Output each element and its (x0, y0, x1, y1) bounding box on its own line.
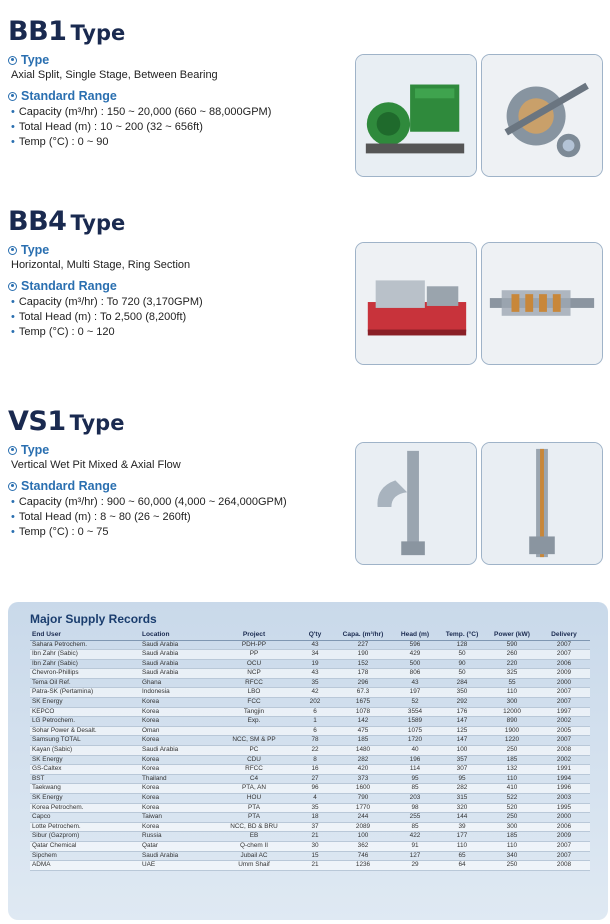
cell-capacity: 152 (334, 659, 392, 669)
section-title-sub: Type (70, 211, 126, 235)
cell-head: 596 (392, 640, 438, 650)
cell-capacity: 190 (334, 650, 392, 660)
cell-location: Saudi Arabia (140, 650, 212, 660)
cell-delivery: 2002 (538, 755, 590, 765)
cell-power: 220 (486, 659, 538, 669)
cell-qty: 34 (296, 650, 334, 660)
temp-spec: • Temp (°C) : 0 ~ 90 (11, 136, 608, 148)
range-heading-label: Standard Range (21, 89, 117, 103)
col-capacity: Capa. (m³/hr) (334, 630, 392, 640)
cell-head: 127 (392, 851, 438, 861)
section-title-main: BB4 (8, 206, 67, 237)
bb4-cutaway-photo (481, 242, 603, 365)
cell-delivery: 2007 (538, 650, 590, 660)
cell-head: 1589 (392, 717, 438, 727)
section-title-main: BB1 (8, 16, 67, 47)
type-heading-label: Type (21, 443, 50, 457)
bb4-pump-photo (355, 242, 477, 365)
cell-project: RFCC (212, 678, 296, 688)
cell-head: 806 (392, 669, 438, 679)
bullet-circle-icon (8, 56, 17, 65)
cell-delivery: 1994 (538, 774, 590, 784)
cell-location: Ghana (140, 678, 212, 688)
cell-capacity: 746 (334, 851, 392, 861)
cell-capacity: 790 (334, 794, 392, 804)
range-heading-label: Standard Range (21, 479, 117, 493)
cell-head: 500 (392, 659, 438, 669)
cell-head: 95 (392, 774, 438, 784)
capacity-spec: • Capacity (m³/hr) : To 720 (3,170GPM) (11, 296, 608, 308)
cell-temp: 177 (438, 832, 486, 842)
temp-spec: • Temp (°C) : 0 ~ 120 (11, 326, 608, 338)
cell-project: PC (212, 746, 296, 756)
cell-capacity: 142 (334, 717, 392, 727)
cell-temp: 320 (438, 803, 486, 813)
cell-end-user: Patra-SK (Pertamina) (30, 688, 140, 698)
vs1-pump-photo (355, 442, 477, 565)
cell-location: Korea (140, 784, 212, 794)
cell-head: 1075 (392, 726, 438, 736)
cell-qty: 1 (296, 717, 334, 727)
cell-head: 429 (392, 650, 438, 660)
cell-end-user: Taekwang (30, 784, 140, 794)
cell-end-user: LG Petrochem. (30, 717, 140, 727)
cell-end-user: Chevron-Phillips (30, 669, 140, 679)
cell-head: 29 (392, 861, 438, 871)
cell-delivery: 2003 (538, 794, 590, 804)
table-row (30, 803, 590, 813)
cell-power: 300 (486, 822, 538, 832)
cell-head: 85 (392, 822, 438, 832)
cell-head: 85 (392, 784, 438, 794)
major-supply-records (8, 602, 608, 920)
cell-capacity: 475 (334, 726, 392, 736)
cell-qty: 43 (296, 640, 334, 650)
cell-delivery: 2008 (538, 746, 590, 756)
cell-project: LBO (212, 688, 296, 698)
cell-project: CDU (212, 755, 296, 765)
cell-project: PP (212, 650, 296, 660)
cell-capacity: 244 (334, 813, 392, 823)
cell-temp: 176 (438, 707, 486, 717)
cell-temp: 128 (438, 640, 486, 650)
range-heading-label: Standard Range (21, 279, 117, 293)
cell-temp: 147 (438, 736, 486, 746)
cell-location: Taiwan (140, 813, 212, 823)
cell-delivery: 2007 (538, 698, 590, 708)
bullet-circle-icon (8, 482, 17, 491)
cell-delivery: 1995 (538, 803, 590, 813)
cell-qty: 37 (296, 822, 334, 832)
table-row (30, 851, 590, 861)
cell-location: Korea (140, 755, 212, 765)
bb1-pump-photo (355, 54, 477, 177)
cell-qty: 202 (296, 698, 334, 708)
cell-power: 110 (486, 841, 538, 851)
cell-project: Tangjin (212, 707, 296, 717)
type-heading-label: Type (21, 53, 50, 67)
head-spec: • Total Head (m) : 10 ~ 200 (32 ~ 656ft) (11, 121, 608, 133)
cell-temp: 147 (438, 717, 486, 727)
cell-power: 185 (486, 832, 538, 842)
table-row (30, 755, 590, 765)
cell-temp: 50 (438, 650, 486, 660)
cell-power: 520 (486, 803, 538, 813)
cell-temp: 100 (438, 746, 486, 756)
cell-capacity: 1078 (334, 707, 392, 717)
table-row (30, 746, 590, 756)
cell-delivery: 1991 (538, 765, 590, 775)
cell-head: 52 (392, 698, 438, 708)
cell-project: Umm Shaif (212, 861, 296, 871)
cell-delivery: 2009 (538, 669, 590, 679)
cell-power: 55 (486, 678, 538, 688)
cell-power: 12000 (486, 707, 538, 717)
table-row (30, 841, 590, 851)
table-row (30, 784, 590, 794)
cell-head: 255 (392, 813, 438, 823)
table-row (30, 813, 590, 823)
section-title-sub: Type (70, 21, 126, 45)
cell-qty: 27 (296, 774, 334, 784)
cell-end-user: Ibn Zahr (Sabic) (30, 659, 140, 669)
cell-temp: 65 (438, 851, 486, 861)
section-title (8, 18, 608, 45)
cell-delivery: 1997 (538, 707, 590, 717)
cell-location: UAE (140, 861, 212, 871)
col-power: Power (kW) (486, 630, 538, 640)
cell-head: 98 (392, 803, 438, 813)
cell-project: PTA (212, 813, 296, 823)
table-row (30, 707, 590, 717)
cell-end-user: Sohar Power & Desalt. (30, 726, 140, 736)
cell-power: 890 (486, 717, 538, 727)
cell-capacity: 362 (334, 841, 392, 851)
cell-power: 340 (486, 851, 538, 861)
temp-spec: • Temp (°C) : 0 ~ 75 (11, 526, 608, 538)
bullet-circle-icon (8, 282, 17, 291)
cell-qty: 43 (296, 669, 334, 679)
cell-location: Korea (140, 765, 212, 775)
cell-capacity: 1770 (334, 803, 392, 813)
cell-location: Korea (140, 707, 212, 717)
cell-delivery: 2007 (538, 640, 590, 650)
table-row (30, 736, 590, 746)
cell-project: HOU (212, 794, 296, 804)
cell-project: EB (212, 832, 296, 842)
cell-temp: 284 (438, 678, 486, 688)
cell-location: Russia (140, 832, 212, 842)
cell-capacity: 373 (334, 774, 392, 784)
cell-qty: 22 (296, 746, 334, 756)
cell-end-user: SK Energy (30, 794, 140, 804)
type-description: Horizontal, Multi Stage, Ring Section (11, 259, 191, 271)
cell-project (212, 726, 296, 736)
table-row (30, 698, 590, 708)
cell-project: OCU (212, 659, 296, 669)
cell-head: 40 (392, 746, 438, 756)
table-row (30, 765, 590, 775)
cell-head: 43 (392, 678, 438, 688)
cell-end-user: Sipchem (30, 851, 140, 861)
col-end-user: End User (30, 630, 140, 640)
cell-power: 110 (486, 774, 538, 784)
cell-delivery: 2006 (538, 822, 590, 832)
cell-head: 203 (392, 794, 438, 804)
cell-delivery: 2009 (538, 832, 590, 842)
cell-qty: 78 (296, 736, 334, 746)
cell-end-user: Samsung TOTAL (30, 736, 140, 746)
cell-project: Jubail AC (212, 851, 296, 861)
cell-end-user: Capco (30, 813, 140, 823)
col-project: Project (212, 630, 296, 640)
type-description: Vertical Wet Pit Mixed & Axial Flow (11, 459, 181, 471)
cell-location: Indonesia (140, 688, 212, 698)
vs1-cutaway-photo (481, 442, 603, 565)
records-title: Major Supply Records (30, 612, 157, 626)
cell-delivery: 2007 (538, 841, 590, 851)
cell-project: PDH-PP (212, 640, 296, 650)
cell-capacity: 1480 (334, 746, 392, 756)
cell-location: Qatar (140, 841, 212, 851)
cell-location: Saudi Arabia (140, 640, 212, 650)
cell-qty: 21 (296, 861, 334, 871)
cell-qty: 8 (296, 755, 334, 765)
cell-end-user: Ibn Zahr (Sabic) (30, 650, 140, 660)
cell-qty: 96 (296, 784, 334, 794)
cell-project: Exp. (212, 717, 296, 727)
cell-end-user: Korea Petrochem. (30, 803, 140, 813)
cell-qty: 42 (296, 688, 334, 698)
table-row (30, 669, 590, 679)
cell-end-user: Tema Oil Ref. (30, 678, 140, 688)
head-spec: • Total Head (m) : To 2,500 (8,200ft) (11, 311, 608, 323)
head-spec: • Total Head (m) : 8 ~ 80 (26 ~ 260ft) (11, 511, 608, 523)
cell-power: 410 (486, 784, 538, 794)
cell-capacity: 100 (334, 832, 392, 842)
cell-location: Korea (140, 822, 212, 832)
cell-head: 422 (392, 832, 438, 842)
cell-head: 196 (392, 755, 438, 765)
cell-project: RFCC (212, 765, 296, 775)
section-title (8, 408, 608, 435)
cell-location: Korea (140, 717, 212, 727)
cell-temp: 315 (438, 794, 486, 804)
cell-qty: 19 (296, 659, 334, 669)
cell-capacity: 420 (334, 765, 392, 775)
cell-capacity: 67.3 (334, 688, 392, 698)
section-title-sub: Type (69, 411, 125, 435)
cell-qty: 15 (296, 851, 334, 861)
cell-project: Q-chem II (212, 841, 296, 851)
cell-project: NCP (212, 669, 296, 679)
cell-capacity: 296 (334, 678, 392, 688)
table-row (30, 688, 590, 698)
table-row (30, 794, 590, 804)
cell-temp: 292 (438, 698, 486, 708)
cell-delivery: 1996 (538, 784, 590, 794)
cell-power: 1220 (486, 736, 538, 746)
cell-capacity: 227 (334, 640, 392, 650)
table-row (30, 861, 590, 871)
cell-end-user: ADMA (30, 861, 140, 871)
table-row (30, 650, 590, 660)
cell-temp: 307 (438, 765, 486, 775)
table-row (30, 640, 590, 650)
cell-project: NCC, SM & PP (212, 736, 296, 746)
type-heading-label: Type (21, 243, 50, 257)
cell-delivery: 2008 (538, 861, 590, 871)
cell-qty: 6 (296, 707, 334, 717)
col-delivery: Delivery (538, 630, 590, 640)
cell-location: Saudi Arabia (140, 851, 212, 861)
cell-qty: 18 (296, 813, 334, 823)
table-row (30, 726, 590, 736)
bullet-circle-icon (8, 246, 17, 255)
col-temp: Temp. (°C) (438, 630, 486, 640)
cell-capacity: 178 (334, 669, 392, 679)
cell-head: 114 (392, 765, 438, 775)
cell-qty: 16 (296, 765, 334, 775)
cell-qty: 6 (296, 726, 334, 736)
cell-location: Korea (140, 698, 212, 708)
cell-temp: 90 (438, 659, 486, 669)
cell-location: Thailand (140, 774, 212, 784)
cell-head: 3554 (392, 707, 438, 717)
type-description: Axial Split, Single Stage, Between Bearing (11, 69, 218, 81)
cell-temp: 125 (438, 726, 486, 736)
cell-temp: 50 (438, 669, 486, 679)
cell-temp: 144 (438, 813, 486, 823)
cell-qty: 35 (296, 678, 334, 688)
cell-power: 185 (486, 755, 538, 765)
cell-end-user: Kayan (Sabic) (30, 746, 140, 756)
cell-delivery: 2007 (538, 688, 590, 698)
cell-head: 197 (392, 688, 438, 698)
cell-power: 250 (486, 813, 538, 823)
capacity-spec: • Capacity (m³/hr) : 900 ~ 60,000 (4,000 ~ 264,000GPM) (11, 496, 608, 508)
cell-temp: 64 (438, 861, 486, 871)
cell-location: Saudi Arabia (140, 669, 212, 679)
cell-project: PTA (212, 803, 296, 813)
cell-location: Korea (140, 803, 212, 813)
cell-delivery: 2002 (538, 717, 590, 727)
capacity-spec: • Capacity (m³/hr) : 150 ~ 20,000 (660 ~ 88,000GPM) (11, 106, 608, 118)
cell-qty: 4 (296, 794, 334, 804)
cell-capacity: 185 (334, 736, 392, 746)
cell-power: 260 (486, 650, 538, 660)
cell-delivery: 2005 (538, 726, 590, 736)
cell-end-user: SK Energy (30, 698, 140, 708)
cell-power: 1900 (486, 726, 538, 736)
cell-capacity: 282 (334, 755, 392, 765)
cell-project: FCC (212, 698, 296, 708)
records-table (30, 630, 590, 871)
cell-power: 110 (486, 688, 538, 698)
cell-capacity: 1675 (334, 698, 392, 708)
col-head: Head (m) (392, 630, 438, 640)
cell-end-user: BST (30, 774, 140, 784)
cell-capacity: 2089 (334, 822, 392, 832)
cell-location: Oman (140, 726, 212, 736)
cell-temp: 95 (438, 774, 486, 784)
cell-qty: 21 (296, 832, 334, 842)
cell-temp: 350 (438, 688, 486, 698)
cell-location: Saudi Arabia (140, 659, 212, 669)
cell-head: 91 (392, 841, 438, 851)
cell-delivery: 2000 (538, 678, 590, 688)
cell-end-user: Sibur (Gazprom) (30, 832, 140, 842)
cell-delivery: 2007 (538, 851, 590, 861)
table-row (30, 678, 590, 688)
cell-capacity: 1236 (334, 861, 392, 871)
cell-end-user: SK Energy (30, 755, 140, 765)
cell-temp: 110 (438, 841, 486, 851)
cell-delivery: 2007 (538, 736, 590, 746)
cell-temp: 357 (438, 755, 486, 765)
cell-power: 132 (486, 765, 538, 775)
section-title-main: VS1 (8, 406, 66, 437)
table-row (30, 659, 590, 669)
cell-end-user: Sahara Petrochem. (30, 640, 140, 650)
cell-temp: 39 (438, 822, 486, 832)
cell-qty: 35 (296, 803, 334, 813)
col-qty: Q'ty (296, 630, 334, 640)
cell-end-user: KEPCO (30, 707, 140, 717)
cell-location: Korea (140, 736, 212, 746)
cell-project: PTA, AN (212, 784, 296, 794)
cell-end-user: GS-Caltex (30, 765, 140, 775)
cell-delivery: 2006 (538, 659, 590, 669)
cell-power: 250 (486, 861, 538, 871)
table-row (30, 774, 590, 784)
section-title (8, 208, 608, 235)
cell-end-user: Lotte Petrochem. (30, 822, 140, 832)
cell-capacity: 1600 (334, 784, 392, 794)
cell-project: NCC, BD & BRU (212, 822, 296, 832)
cell-power: 590 (486, 640, 538, 650)
cell-delivery: 2000 (538, 813, 590, 823)
bullet-circle-icon (8, 446, 17, 455)
records-body (30, 640, 590, 870)
cell-end-user: Qatar Chemical (30, 841, 140, 851)
cell-power: 325 (486, 669, 538, 679)
table-row (30, 832, 590, 842)
cell-temp: 282 (438, 784, 486, 794)
table-row (30, 717, 590, 727)
cell-qty: 30 (296, 841, 334, 851)
cell-project: C4 (212, 774, 296, 784)
cell-power: 250 (486, 746, 538, 756)
cell-head: 1720 (392, 736, 438, 746)
bullet-circle-icon (8, 92, 17, 101)
col-location: Location (140, 630, 212, 640)
cell-power: 522 (486, 794, 538, 804)
table-row (30, 822, 590, 832)
cell-power: 300 (486, 698, 538, 708)
cell-location: Korea (140, 794, 212, 804)
cell-location: Saudi Arabia (140, 746, 212, 756)
records-header-row (30, 630, 590, 640)
bb1-cutaway-photo (481, 54, 603, 177)
